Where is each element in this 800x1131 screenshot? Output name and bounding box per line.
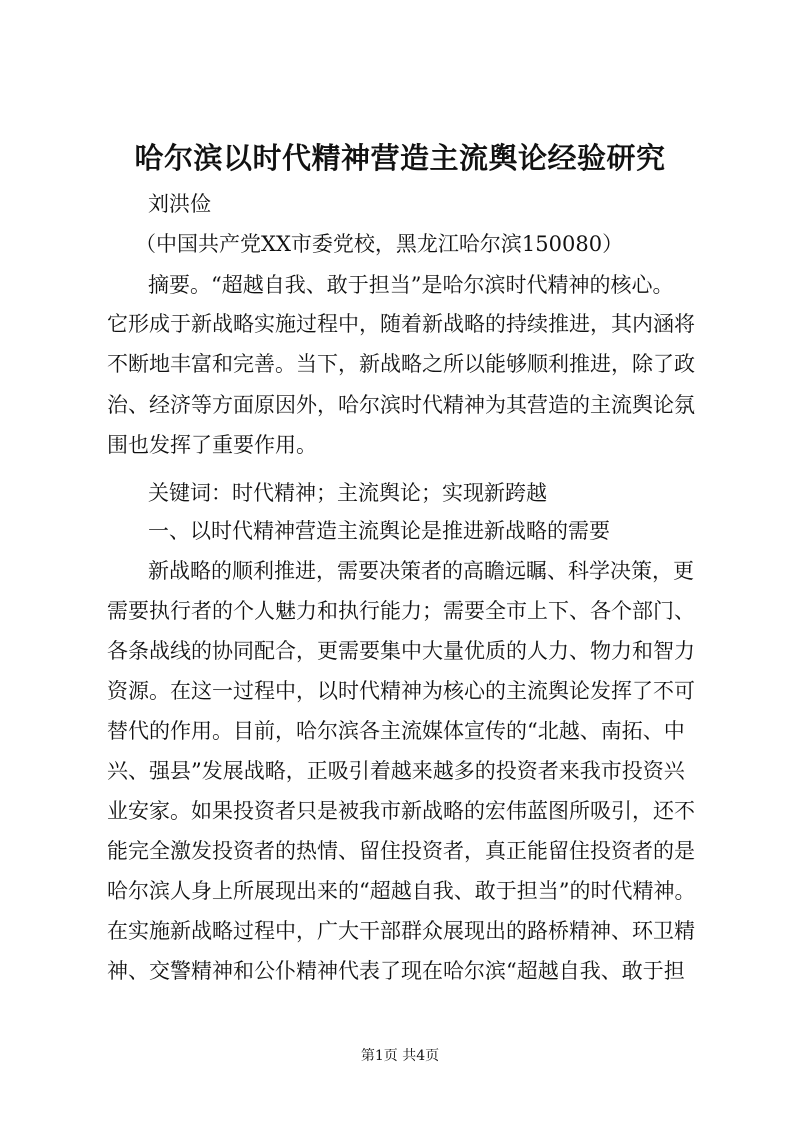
abstract-line: 不断地丰富和完善。当下，新战略之所以能够顺利推进，除了政 (107, 352, 695, 376)
keywords: 关键词：时代精神；主流舆论；实现新跨越 (148, 481, 547, 505)
abstract-line: 治、经济等方面原因外，哈尔滨时代精神为其营造的主流舆论氛 (107, 393, 695, 417)
body-line: 资源。在这一过程中，以时代精神为核心的主流舆论发挥了不可 (107, 679, 695, 703)
author-name: 刘洪俭 (148, 192, 211, 216)
body-line: 业安家。如果投资者只是被我市新战略的宏伟蓝图所吸引，还不 (107, 799, 695, 823)
body-line: 兴、强县”发展战略，正吸引着越来越多的投资者来我市投资兴 (107, 759, 685, 783)
abstract-line: 它形成于新战略实施过程中，随着新战略的持续推进，其内涵将 (107, 312, 695, 336)
body-line: 各条战线的协同配合，更需要集中大量优质的人力、物力和智力 (107, 639, 695, 663)
abstract-line: 摘要。“超越自我、敢于担当”是哈尔滨时代精神的核心。 (148, 273, 674, 297)
author-affiliation: （中国共产党XX市委党校，黑龙江哈尔滨150080） (135, 232, 624, 256)
page-footer: 第1页 共4页 (360, 1048, 440, 1064)
body-line: 需要执行者的个人魅力和执行能力；需要全市上下、各个部门、 (107, 599, 695, 623)
body-line: 新战略的顺利推进，需要决策者的高瞻远瞩、科学决策，更 (148, 559, 694, 583)
body-line: 在实施新战略过程中，广大干部群众展现出的路桥精神、环卫精 (107, 919, 695, 943)
body-line: 哈尔滨人身上所展现出来的“超越自我、敢于担当”的时代精神。 (107, 879, 696, 903)
document-title: 哈尔滨以时代精神营造主流舆论经验研究 (134, 141, 666, 175)
section-heading: 一、以时代精神营造主流舆论是推进新战略的需要 (148, 519, 610, 543)
body-line: 替代的作用。目前，哈尔滨各主流媒体宣传的“北越、南拓、中 (107, 719, 685, 743)
body-line: 能完全激发投资者的热情、留住投资者，真正能留住投资者的是 (107, 839, 695, 863)
abstract-line: 围也发挥了重要作用。 (107, 433, 317, 457)
body-line: 神、交警精神和公仆精神代表了现在哈尔滨“超越自我、敢于担 (107, 959, 685, 983)
